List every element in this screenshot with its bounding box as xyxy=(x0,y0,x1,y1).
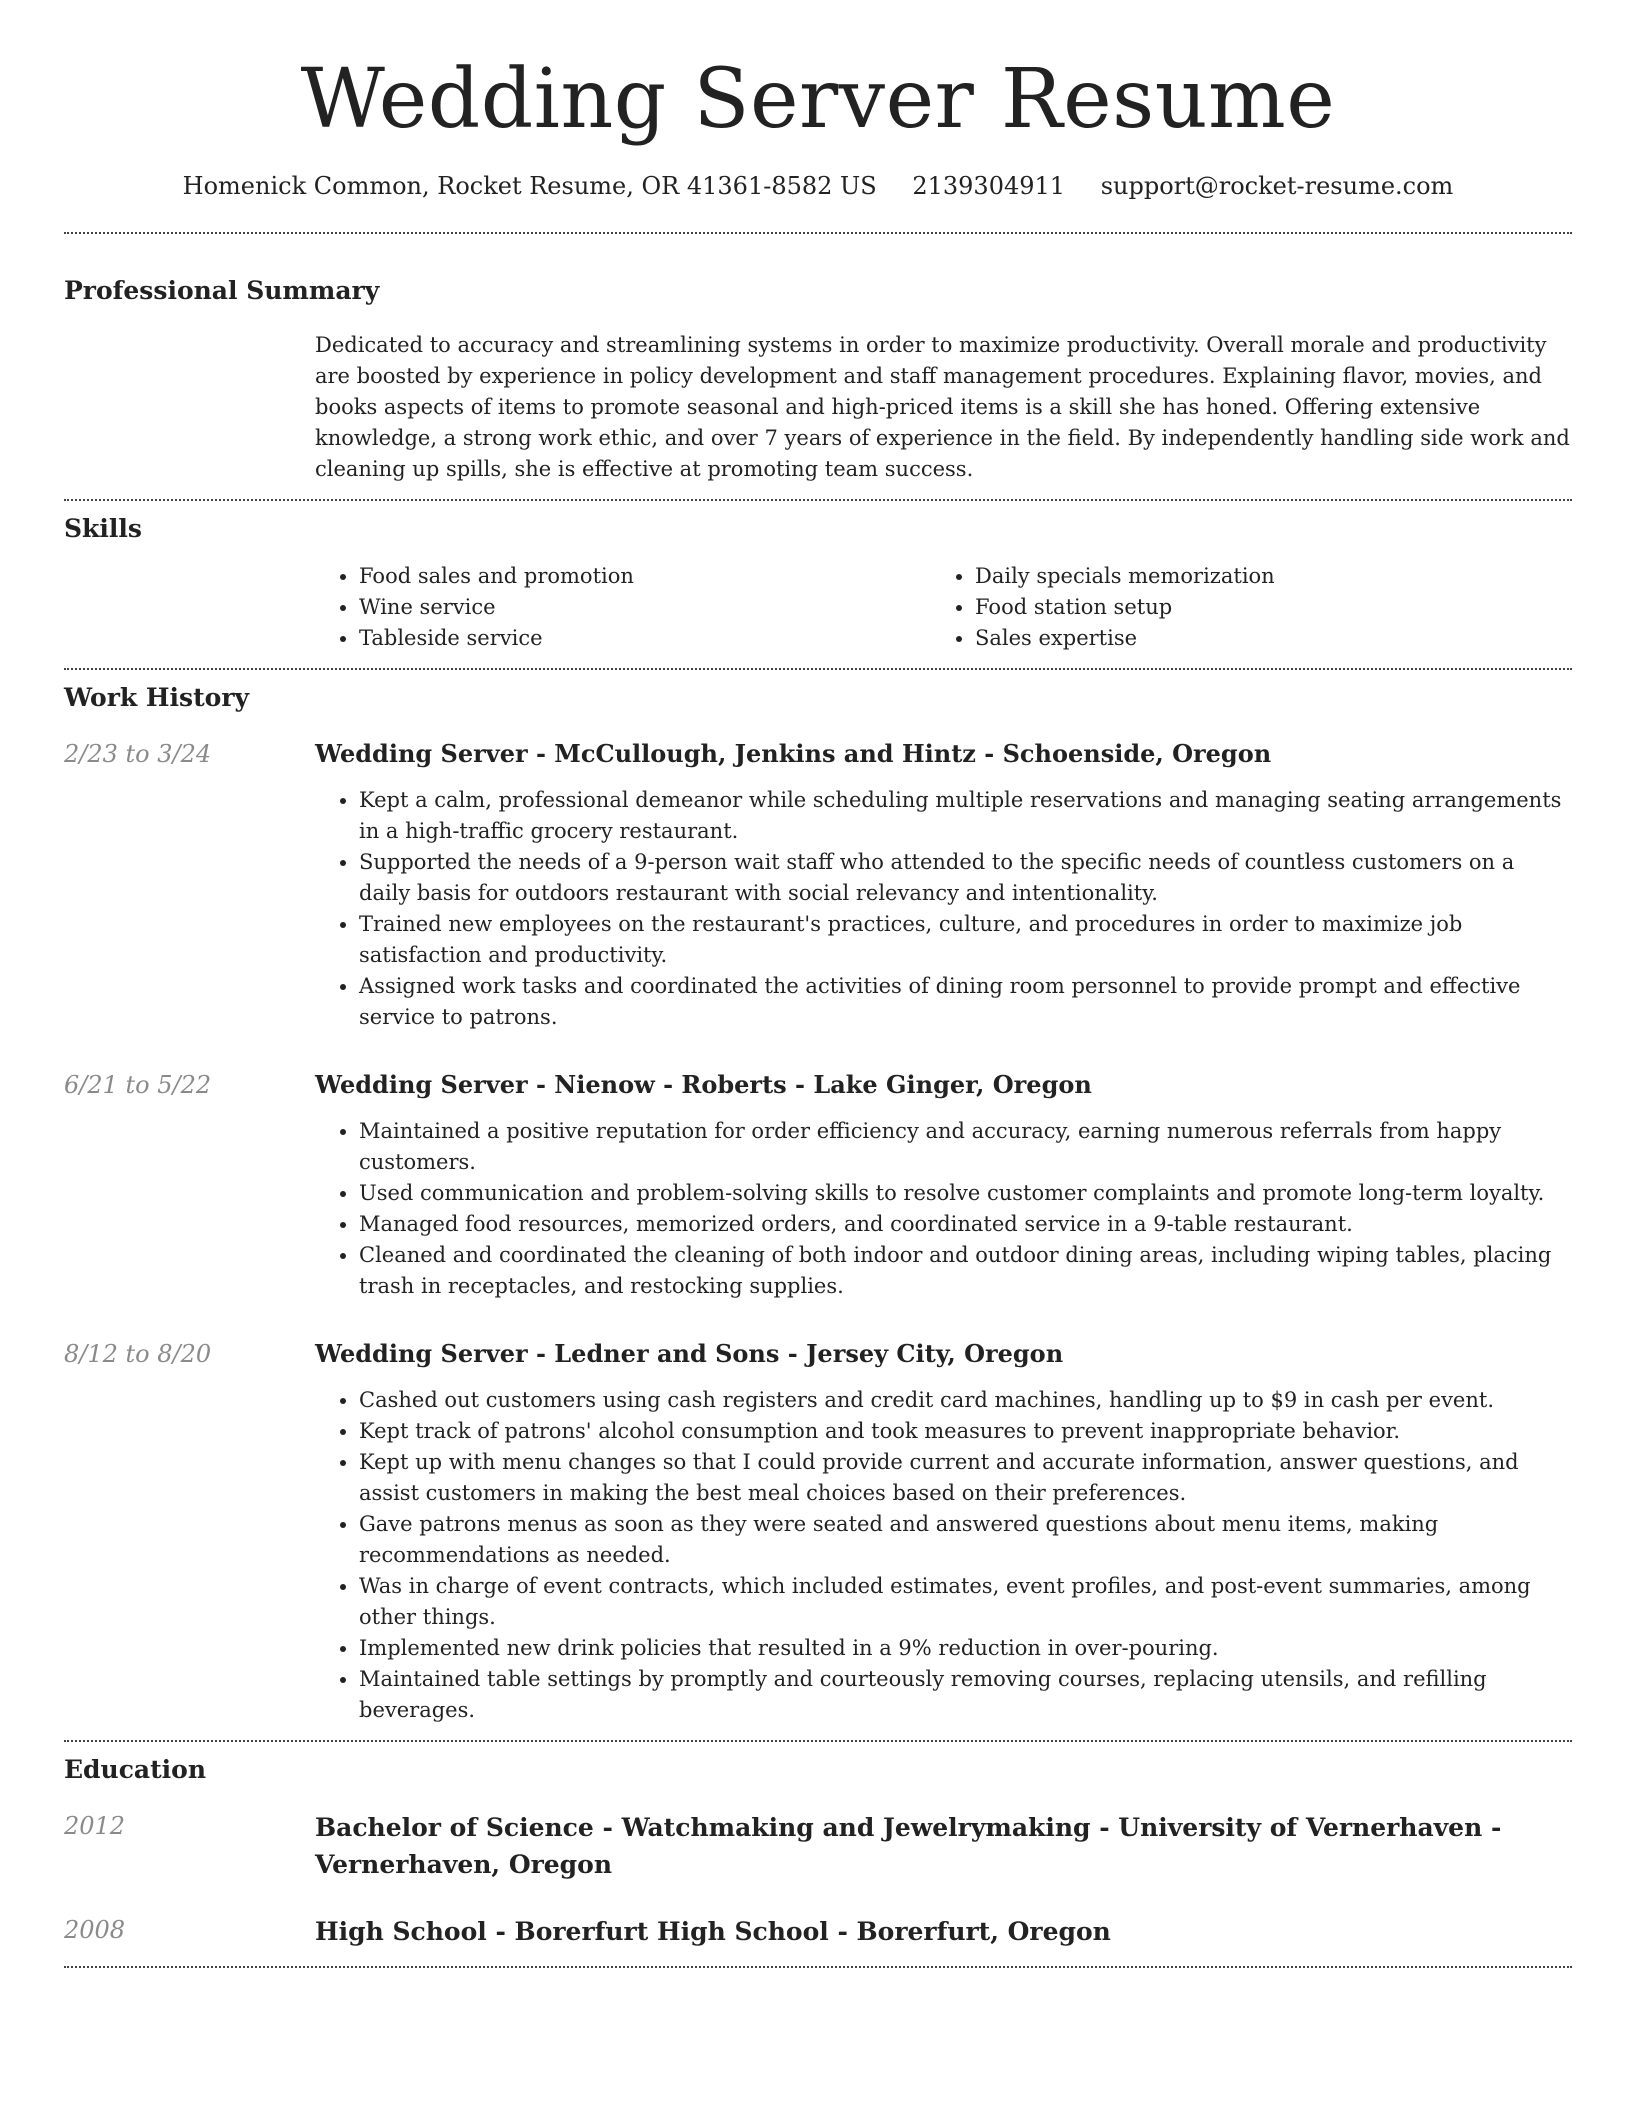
job-header xyxy=(64,1337,1572,1371)
education-title: High School - Borerfurt High School - Borerfurt, Oregon xyxy=(315,1917,1111,1946)
resume-page xyxy=(64,0,1572,1968)
job-entry xyxy=(64,1068,1572,1302)
job-bullet: • Was in charge of event contracts, which included estimates, event profiles, and post-event summaries, among other things. xyxy=(359,1571,1572,1633)
job-dates: 6/21 to 5/22 xyxy=(64,1071,212,1099)
skill-item: • Sales expertise xyxy=(975,623,1547,654)
skill-item: • Tableside service xyxy=(359,623,931,654)
contact-phone: 2139304911 xyxy=(912,172,1066,200)
contact-line xyxy=(64,170,1572,202)
divider xyxy=(64,232,1572,234)
summary-heading: Professional Summary xyxy=(64,276,380,305)
education-title: Bachelor of Science - Watchmaking and Jewelrymaking - University of Vernerhaven - Vernerhaven, Oregon xyxy=(315,1813,1502,1879)
skill-item: • Daily specials memorization xyxy=(975,561,1547,592)
resume-title: Wedding Server Resume xyxy=(300,52,1336,147)
job-header xyxy=(64,737,1572,771)
job-bullet: • Cashed out customers using cash registers and credit card machines, handling up to $9 in cash per event. xyxy=(359,1385,1572,1416)
job-bullet: • Kept track of patrons' alcohol consumption and took measures to prevent inappropriate behavior. xyxy=(359,1416,1572,1447)
job-bullet: • Trained new employees on the restaurant's practices, culture, and procedures in order to maximize job satisfaction and productivity. xyxy=(359,909,1572,971)
job-dates: 8/12 to 8/20 xyxy=(64,1340,212,1368)
job-entry xyxy=(64,737,1572,1033)
skills-section xyxy=(64,512,1572,654)
skills-list-right xyxy=(931,561,1547,654)
education-year: 2008 xyxy=(64,1916,126,1944)
skills-spacer xyxy=(64,561,315,654)
skills-heading: Skills xyxy=(64,514,142,543)
job-bullets xyxy=(315,1116,1572,1302)
job-bullets xyxy=(315,1385,1572,1726)
summary-text: Dedicated to accuracy and streamlining systems in order to maximize productivity. Overall morale and productivity are boosted by experience in policy development and staff management procedures. Explaining flavor, movies, and books aspects of items to promote seasonal and high-priced items is a skill she has honed. Offering extensive knowledge, a strong work ethic, and over 7 years of experience in the field. By independently handling side work and cleaning up spills, she is effective at promoting team success. xyxy=(315,333,1570,481)
summary-section xyxy=(64,274,1572,485)
job-body xyxy=(64,785,1572,1033)
job-bullet: • Cleaned and coordinated the cleaning of both indoor and outdoor dining areas, including wiping tables, placing trash in receptacles, and restocking supplies. xyxy=(359,1240,1572,1302)
divider xyxy=(64,1966,1572,1968)
work-heading: Work History xyxy=(64,683,250,712)
education-year: 2012 xyxy=(64,1812,126,1840)
job-bullet: • Managed food resources, memorized orders, and coordinated service in a 9-table restaurant. xyxy=(359,1209,1572,1240)
skill-item: • Food sales and promotion xyxy=(359,561,931,592)
skills-lists xyxy=(315,561,1572,654)
job-bullet: • Kept a calm, professional demeanor while scheduling multiple reservations and managing seating arrangements in a high-traffic grocery restaurant. xyxy=(359,785,1572,847)
job-bullet: • Implemented new drink policies that resulted in a 9% reduction in over-pouring. xyxy=(359,1633,1572,1664)
summary-spacer xyxy=(64,330,315,485)
job-bullet: • Gave patrons menus as soon as they were seated and answered questions about menu items, making recommendations as needed. xyxy=(359,1509,1572,1571)
skills-row xyxy=(64,561,1572,654)
divider xyxy=(64,668,1572,670)
job-bullets xyxy=(315,785,1572,1033)
summary-row xyxy=(64,330,1572,485)
job-title: Wedding Server - Nienow - Roberts - Lake Ginger, Oregon xyxy=(315,1070,1092,1099)
job-dates: 2/23 to 3/24 xyxy=(64,740,212,768)
contact-email: support@rocket-resume.com xyxy=(1100,172,1454,200)
job-body xyxy=(64,1116,1572,1302)
job-bullet: • Assigned work tasks and coordinated the activities of dining room personnel to provide prompt and effective service to patrons. xyxy=(359,971,1572,1033)
job-body xyxy=(64,1385,1572,1726)
job-bullet: • Maintained table settings by promptly and courteously removing courses, replacing utensils, and refilling beverages. xyxy=(359,1664,1572,1726)
skill-item: • Wine service xyxy=(359,592,931,623)
job-bullet: • Kept up with menu changes so that I could provide current and accurate information, answer questions, and assist customers in making the best meal choices based on their preferences. xyxy=(359,1447,1572,1509)
education-section xyxy=(64,1753,1572,1950)
education-entry xyxy=(64,1809,1572,1883)
divider xyxy=(64,1740,1572,1742)
job-title: Wedding Server - Ledner and Sons - Jersey City, Oregon xyxy=(315,1339,1064,1368)
skills-list-left xyxy=(315,561,931,654)
summary-body xyxy=(315,330,1572,485)
work-section xyxy=(64,681,1572,1726)
job-entry xyxy=(64,1337,1572,1726)
job-header xyxy=(64,1068,1572,1102)
skill-item: • Food station setup xyxy=(975,592,1547,623)
job-bullet: • Maintained a positive reputation for order efficiency and accuracy, earning numerous referrals from happy customers. xyxy=(359,1116,1572,1178)
education-entry xyxy=(64,1913,1572,1950)
education-heading: Education xyxy=(64,1755,207,1784)
job-bullet: • Supported the needs of a 9-person wait staff who attended to the specific needs of countless customers on a daily basis for outdoors restaurant with social relevancy and intentionality. xyxy=(359,847,1572,909)
job-bullet: • Used communication and problem-solving skills to resolve customer complaints and promote long-term loyalty. xyxy=(359,1178,1572,1209)
divider xyxy=(64,499,1572,501)
contact-address: Homenick Common, Rocket Resume, OR 41361-8582 US xyxy=(182,172,877,200)
job-title: Wedding Server - McCullough, Jenkins and Hintz - Schoenside, Oregon xyxy=(315,739,1272,768)
